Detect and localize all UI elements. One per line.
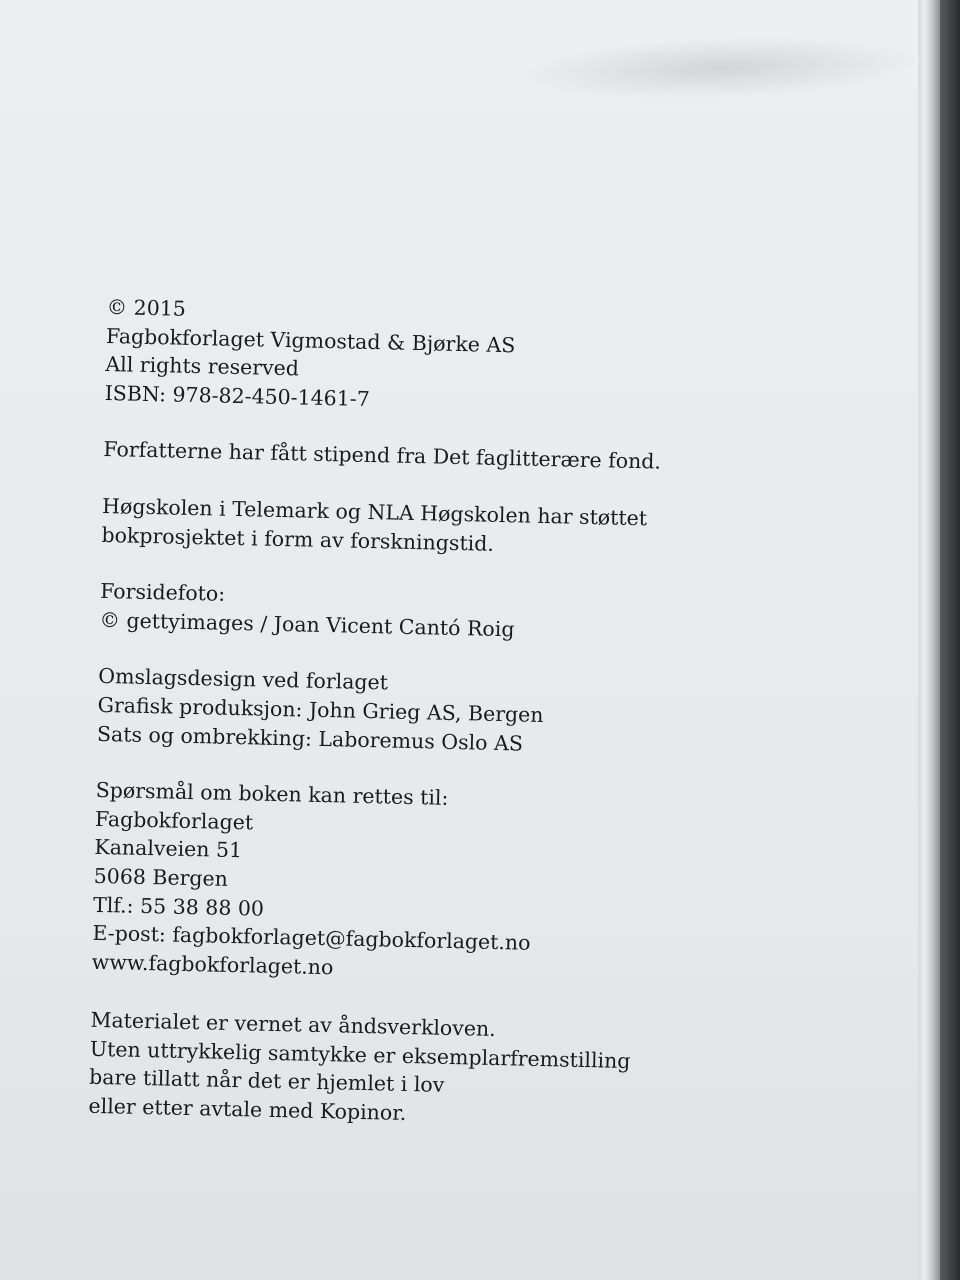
legal-line-1: Materialet er vernet av åndsverkloven. xyxy=(90,1008,496,1042)
grant-line: Forfatterne har fått stipend fra Det faglitterære fond. xyxy=(103,437,662,474)
book-cover-edge xyxy=(940,0,960,1280)
show-through-text xyxy=(519,31,921,105)
cover-design-credit: Omslagsdesign ved forlaget xyxy=(98,664,389,695)
cover-photo-credit xyxy=(99,577,720,648)
legal-line-4: eller etter avtale med Kopinor. xyxy=(88,1093,407,1126)
isbn: ISBN: 978-82-450-1461-7 xyxy=(104,380,371,411)
contact-city: 5068 Bergen xyxy=(93,863,229,891)
support-line-1: Høgskolen i Telemark og NLA Høgskolen har støttet xyxy=(101,493,648,531)
contact-street: Kanalveien 51 xyxy=(94,835,243,863)
publisher-name: Fagbokforlaget Vigmostad & Bjørke AS xyxy=(105,323,516,357)
rights-statement: All rights reserved xyxy=(105,352,300,381)
production-credits xyxy=(97,662,719,762)
legal-line-3: bare tillatt når det er hjemlet i lov xyxy=(88,1065,445,1098)
grant-note xyxy=(103,435,723,478)
support-note xyxy=(101,492,722,563)
contact-phone: Tlf.: 55 38 88 00 xyxy=(92,892,265,921)
contact-intro: Spørsmål om boken kan rettes til: xyxy=(95,778,449,810)
copyright-block xyxy=(104,293,726,421)
typesetting-credit: Sats og ombrekking: Laboremus Oslo AS xyxy=(96,721,524,756)
cover-photo-label: Forsidefoto: xyxy=(99,579,226,606)
cover-photo-source: © gettyimages / Joan Vicent Cantó Roig xyxy=(99,607,515,642)
contact-website: www.fagbokforlaget.no xyxy=(91,949,334,979)
graphic-production-credit: Grafisk produksjon: John Grieg AS, Bergen xyxy=(97,692,544,727)
colophon xyxy=(88,293,727,1163)
page-stack-edge xyxy=(918,0,940,1280)
legal-line-2: Uten uttrykkelig samtykke er eksemplarfremstilling xyxy=(89,1036,631,1073)
legal-notice xyxy=(88,1006,710,1134)
contact-name: Fagbokforlaget xyxy=(94,806,254,835)
support-line-2: bokprosjektet i form av forskningstid. xyxy=(101,522,495,556)
copyright-year: © 2015 xyxy=(106,294,187,321)
contact-email: E-post: fagbokforlaget@fagbokforlaget.no xyxy=(92,920,531,955)
contact-block xyxy=(91,776,715,990)
